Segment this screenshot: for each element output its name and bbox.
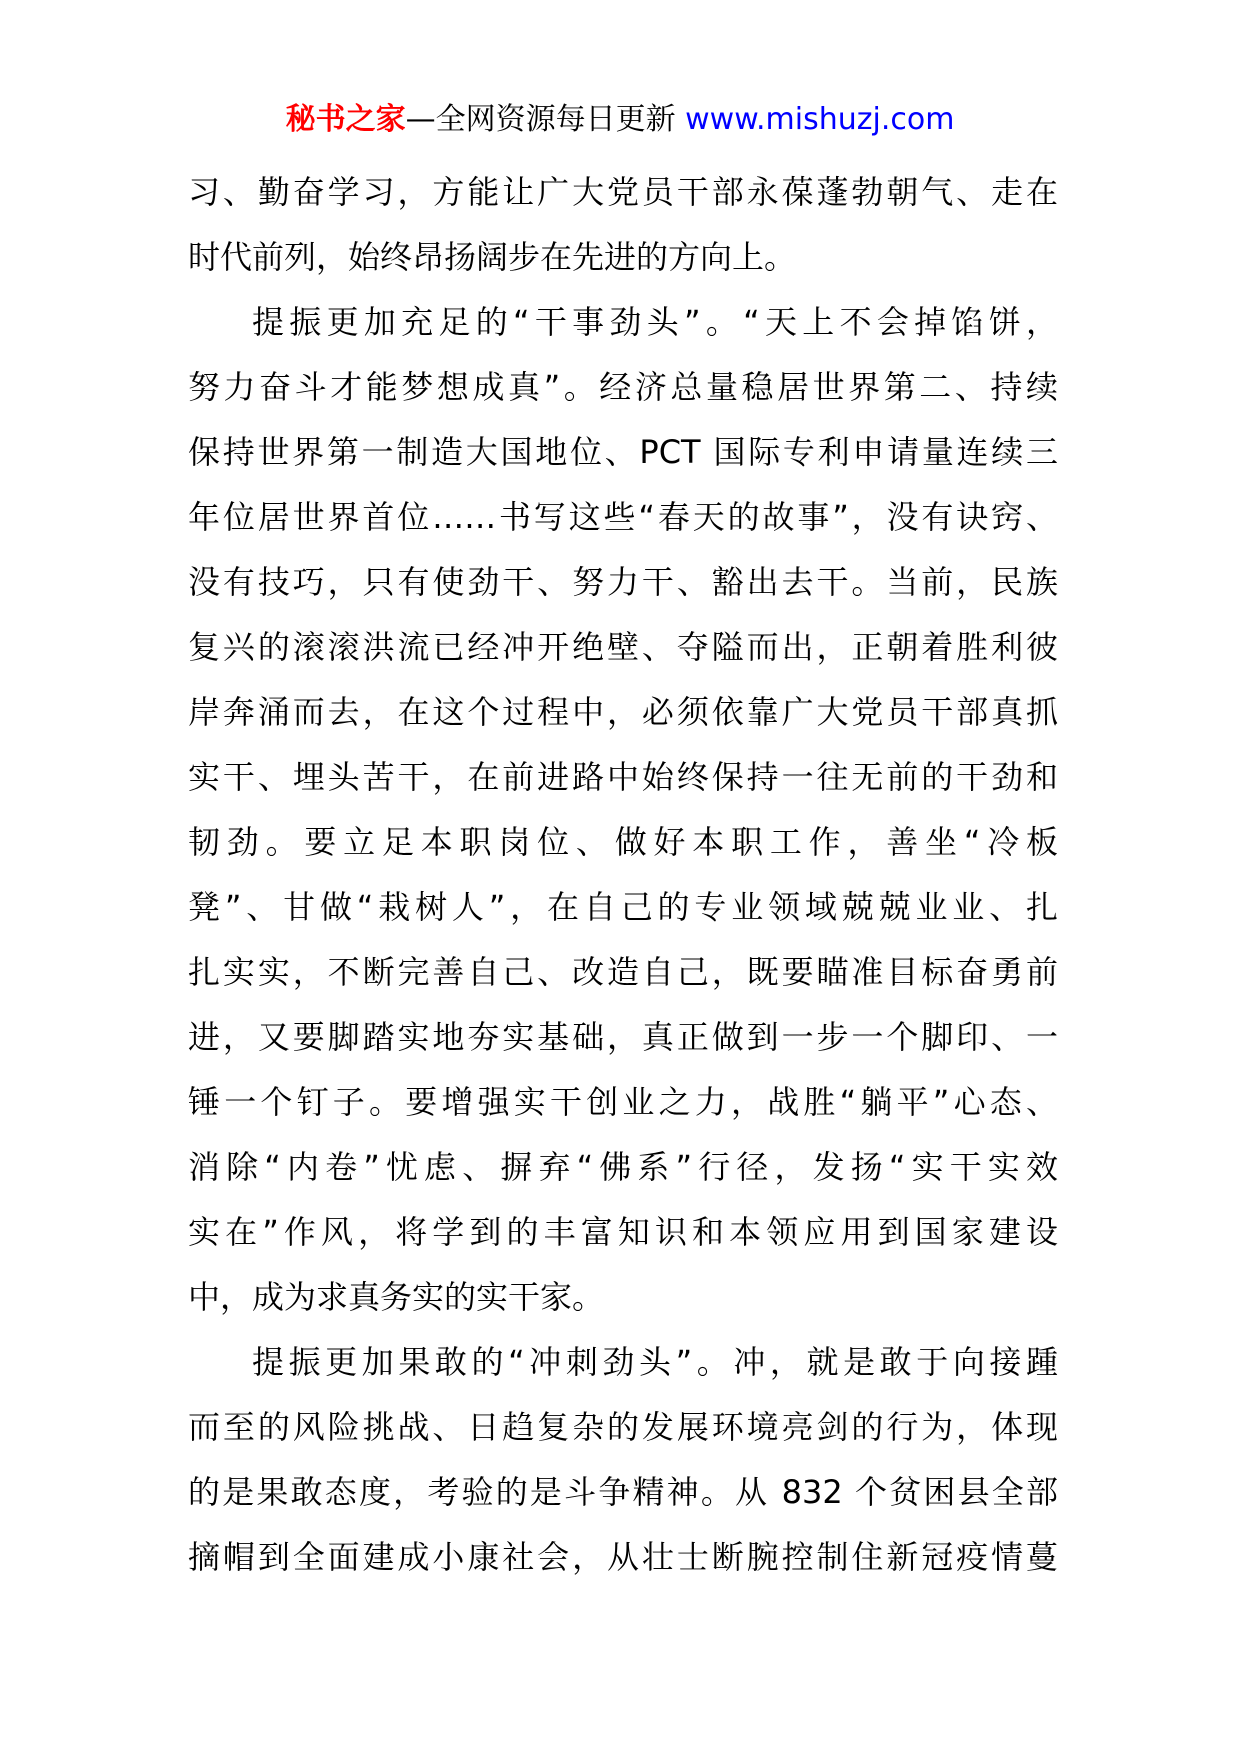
text-line: 年位居世界首位……书写这些“春天的故事”，没有诀窍、: [188, 498, 1058, 536]
text-line: 中，成为求真务实的实干家。: [188, 1278, 605, 1316]
document-body: [188, 160, 1058, 1590]
text-line: 习、勤奋学习，方能让广大党员干部永葆蓬勃朝气、走在: [188, 173, 1058, 211]
site-url-link[interactable]: www.mishuzj.com: [685, 102, 955, 137]
text-line: 凳”、甘做“栽树人”，在自己的专业领域兢兢业业、扎: [188, 888, 1058, 926]
text-line: 复兴的滚滚洪流已经冲开绝壁、夺隘而出，正朝着胜利彼: [188, 628, 1058, 666]
text-line: 努力奋斗才能梦想成真”。经济总量稳居世界第二、持续: [188, 368, 1058, 406]
site-brand: 秘书之家: [285, 102, 406, 137]
text-line: 没有技巧，只有使劲干、努力干、豁出去干。当前，民族: [188, 563, 1058, 601]
text-line: 而至的风险挑战、日趋复杂的发展环境亮剑的行为，体现: [188, 1408, 1058, 1446]
text-line: 的是果敢态度，考验的是斗争精神。从 832 个贫困县全部: [188, 1473, 1058, 1511]
text-line: 保持世界第一制造大国地位、PCT 国际专利申请量连续三: [188, 433, 1058, 471]
text-line: 提振更加充足的“干事劲头”。“天上不会掉馅饼，: [252, 303, 1058, 341]
site-header: [0, 100, 1240, 140]
text-line: 韧劲。要立足本职岗位、做好本职工作，善坐“冷板: [188, 823, 1058, 861]
text-line: 进，又要脚踏实地夯实基础，真正做到一步一个脚印、一: [188, 1018, 1058, 1056]
text-line: 提振更加果敢的“冲刺劲头”。冲，就是敢于向接踵: [252, 1343, 1058, 1381]
site-tagline: —全网资源每日更新: [405, 102, 676, 137]
paragraph-sprint-drive: [188, 1330, 1058, 1590]
text-line: 实在”作风，将学到的丰富知识和本领应用到国家建设: [188, 1213, 1058, 1251]
text-line: 消除“内卷”忧虑、摒弃“佛系”行径，发扬“实干实效: [188, 1148, 1058, 1186]
text-line: 实干、埋头苦干，在前进路中始终保持一往无前的干劲和: [188, 758, 1058, 796]
text-line: 摘帽到全面建成小康社会，从壮士断腕控制住新冠疫情蔓: [188, 1538, 1058, 1576]
text-line: 锤一个钉子。要增强实干创业之力，战胜“躺平”心态、: [188, 1083, 1058, 1121]
text-line: 时代前列，始终昂扬阔步在先进的方向上。: [188, 238, 797, 276]
paragraph-continuation: [188, 160, 1058, 290]
text-line: 岸奔涌而去，在这个过程中，必须依靠广大党员干部真抓: [188, 693, 1058, 731]
paragraph-work-drive: [188, 290, 1058, 1330]
text-line: 扎实实，不断完善自己、改造自己，既要瞄准目标奋勇前: [188, 953, 1058, 991]
